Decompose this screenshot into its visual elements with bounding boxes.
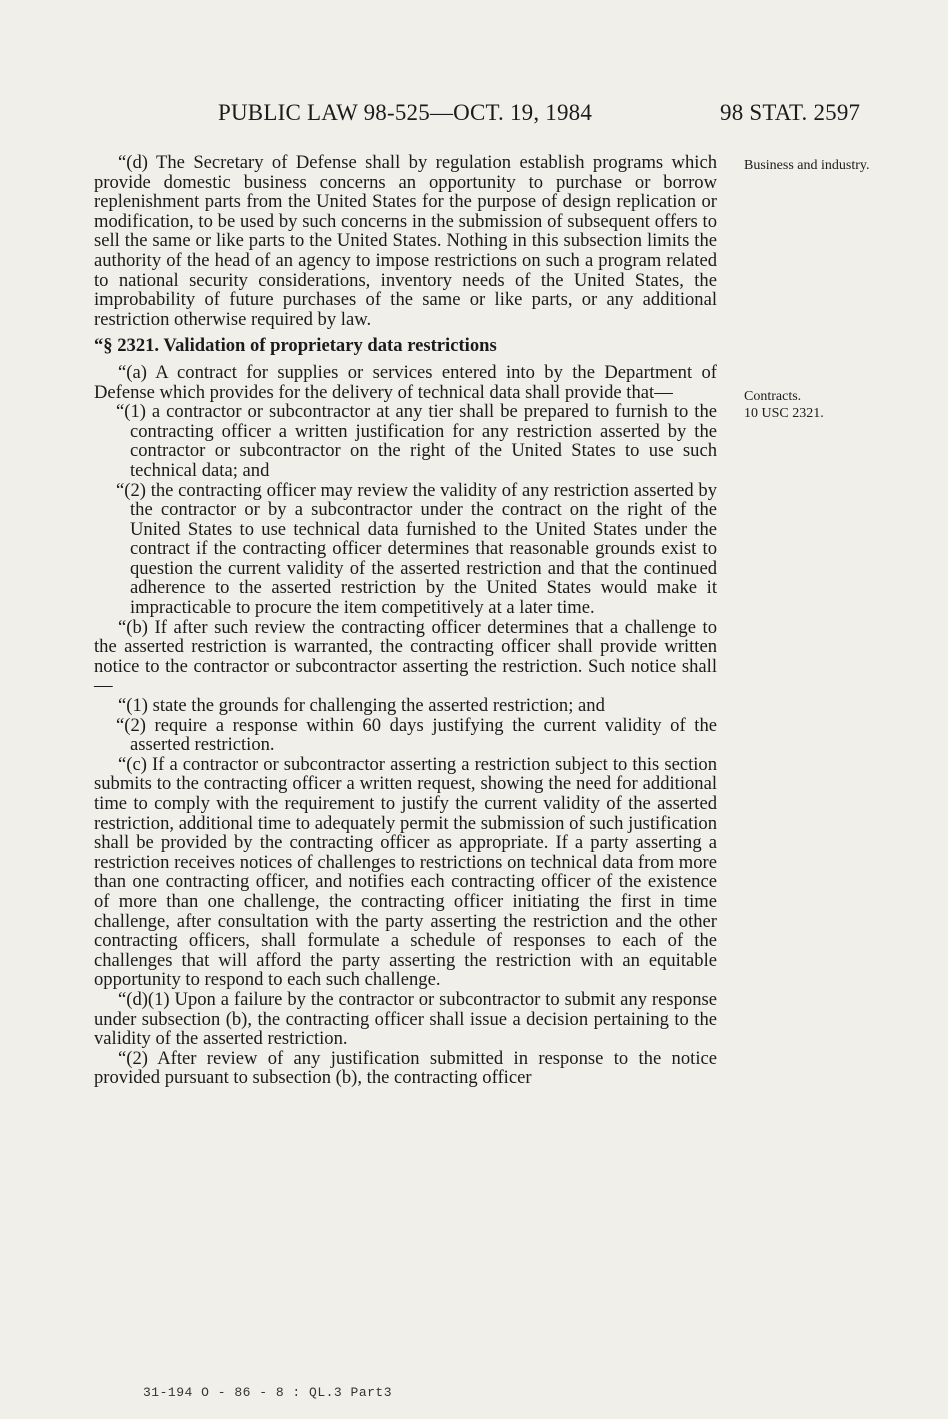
margin-note-contracts bbox=[744, 388, 894, 422]
paragraph-d1: “(d)(1) Upon a failure by the contractor or subcontractor to submit any response under subsection (b), the contracting officer shall issue a decision pertaining to the validity of the asserted restriction. bbox=[94, 988, 717, 1050]
paragraph-b2: “(2) require a response within 60 days justifying the current validity of the asserted restriction. bbox=[116, 714, 717, 756]
paragraph-b: “(b) If after such review the contracting officer determines that a challenge to the asserted restriction is warranted, the contracting officer shall provide written notice to the contractor or subcontractor asserting the restriction. Such notice shall— bbox=[94, 616, 717, 697]
paragraph-a: “(a) A contract for supplies or services entered into by the Department of Defense which provides for the delivery of technical data shall provide that— bbox=[94, 361, 717, 403]
paragraph-d2: “(2) After review of any justification submitted in response to the notice provided pursuant to subsection (b), the contracting officer bbox=[94, 1047, 717, 1089]
paragraph-d: “(d) The Secretary of Defense shall by regulation establish programs which provide domestic business concerns an opportunity to purchase or borrow replenishment parts from the United States for the purpose of design replication or modification, to be used by such concerns in the submission of subsequent offers to sell the same or like parts to the United States. Nothing in this subsection limits the authority of the head of an agency to impose restrictions on such a program related to national security considerations, inventory needs of the United States, the improbability of future purchases of the same or like parts, or any additional restriction otherwise required by law. bbox=[94, 152, 717, 330]
statute-body bbox=[94, 153, 717, 1088]
margin-note-business-text: Business and industry. bbox=[744, 158, 870, 173]
section-heading: “§ 2321. Validation of proprietary data restrictions bbox=[94, 335, 497, 357]
page-stat-number: 98 STAT. 2597 bbox=[720, 100, 861, 125]
paragraph-a1: “(1) a contractor or subcontractor at any tier shall be prepared to furnish to the contracting officer a written justification for any restriction asserted by the contractor or subcontractor on the right of the United States to use such technical data; and bbox=[116, 401, 717, 481]
paragraph-a2: “(2) the contracting officer may review the validity of any restriction asserted by the contractor or by a subcontractor under the contract on the right of the United States to use technical data furnished to the United States under the contract if the contracting officer determines that reasonable grounds exist to question the current validity of the asserted restriction and that the continued adherence to the asserted restriction by the United States would make it impracticable to procure the item competitively at a later time. bbox=[116, 479, 717, 619]
page-header-title: PUBLIC LAW 98-525—OCT. 19, 1984 bbox=[218, 100, 593, 125]
margin-note-usc-citation: 10 USC 2321. bbox=[744, 406, 824, 421]
paragraph-c: “(c) If a contractor or subcontractor asserting a restriction subject to this section submits to the contracting officer a written request, showing the need for additional time to comply with the requirement to justify the current validity of the asserted restriction, additional time to adequately permit the submission of such justification shall be provided by the contracting officer as appropriate. If a party asserting a restriction receives notices of challenges to restrictions on technical data from more than one contracting officer, and notifies each contracting officer of the existence of more than one challenge, the contracting officer initiating the first in time challenge, after consultation with the party asserting the restriction and the other contracting officers, shall formulate a schedule of responses to each of the challenges that will afford the party asserting the restriction with an equitable opportunity to respond to each such challenge. bbox=[94, 753, 717, 991]
paragraph-b1: “(1) state the grounds for challenging the asserted restriction; and bbox=[118, 695, 605, 717]
print-job-code: 31-194 O - 86 - 8 : QL.3 Part3 bbox=[143, 1385, 393, 1400]
margin-note-contracts-label: Contracts. bbox=[744, 389, 802, 404]
margin-note-business bbox=[744, 157, 894, 174]
